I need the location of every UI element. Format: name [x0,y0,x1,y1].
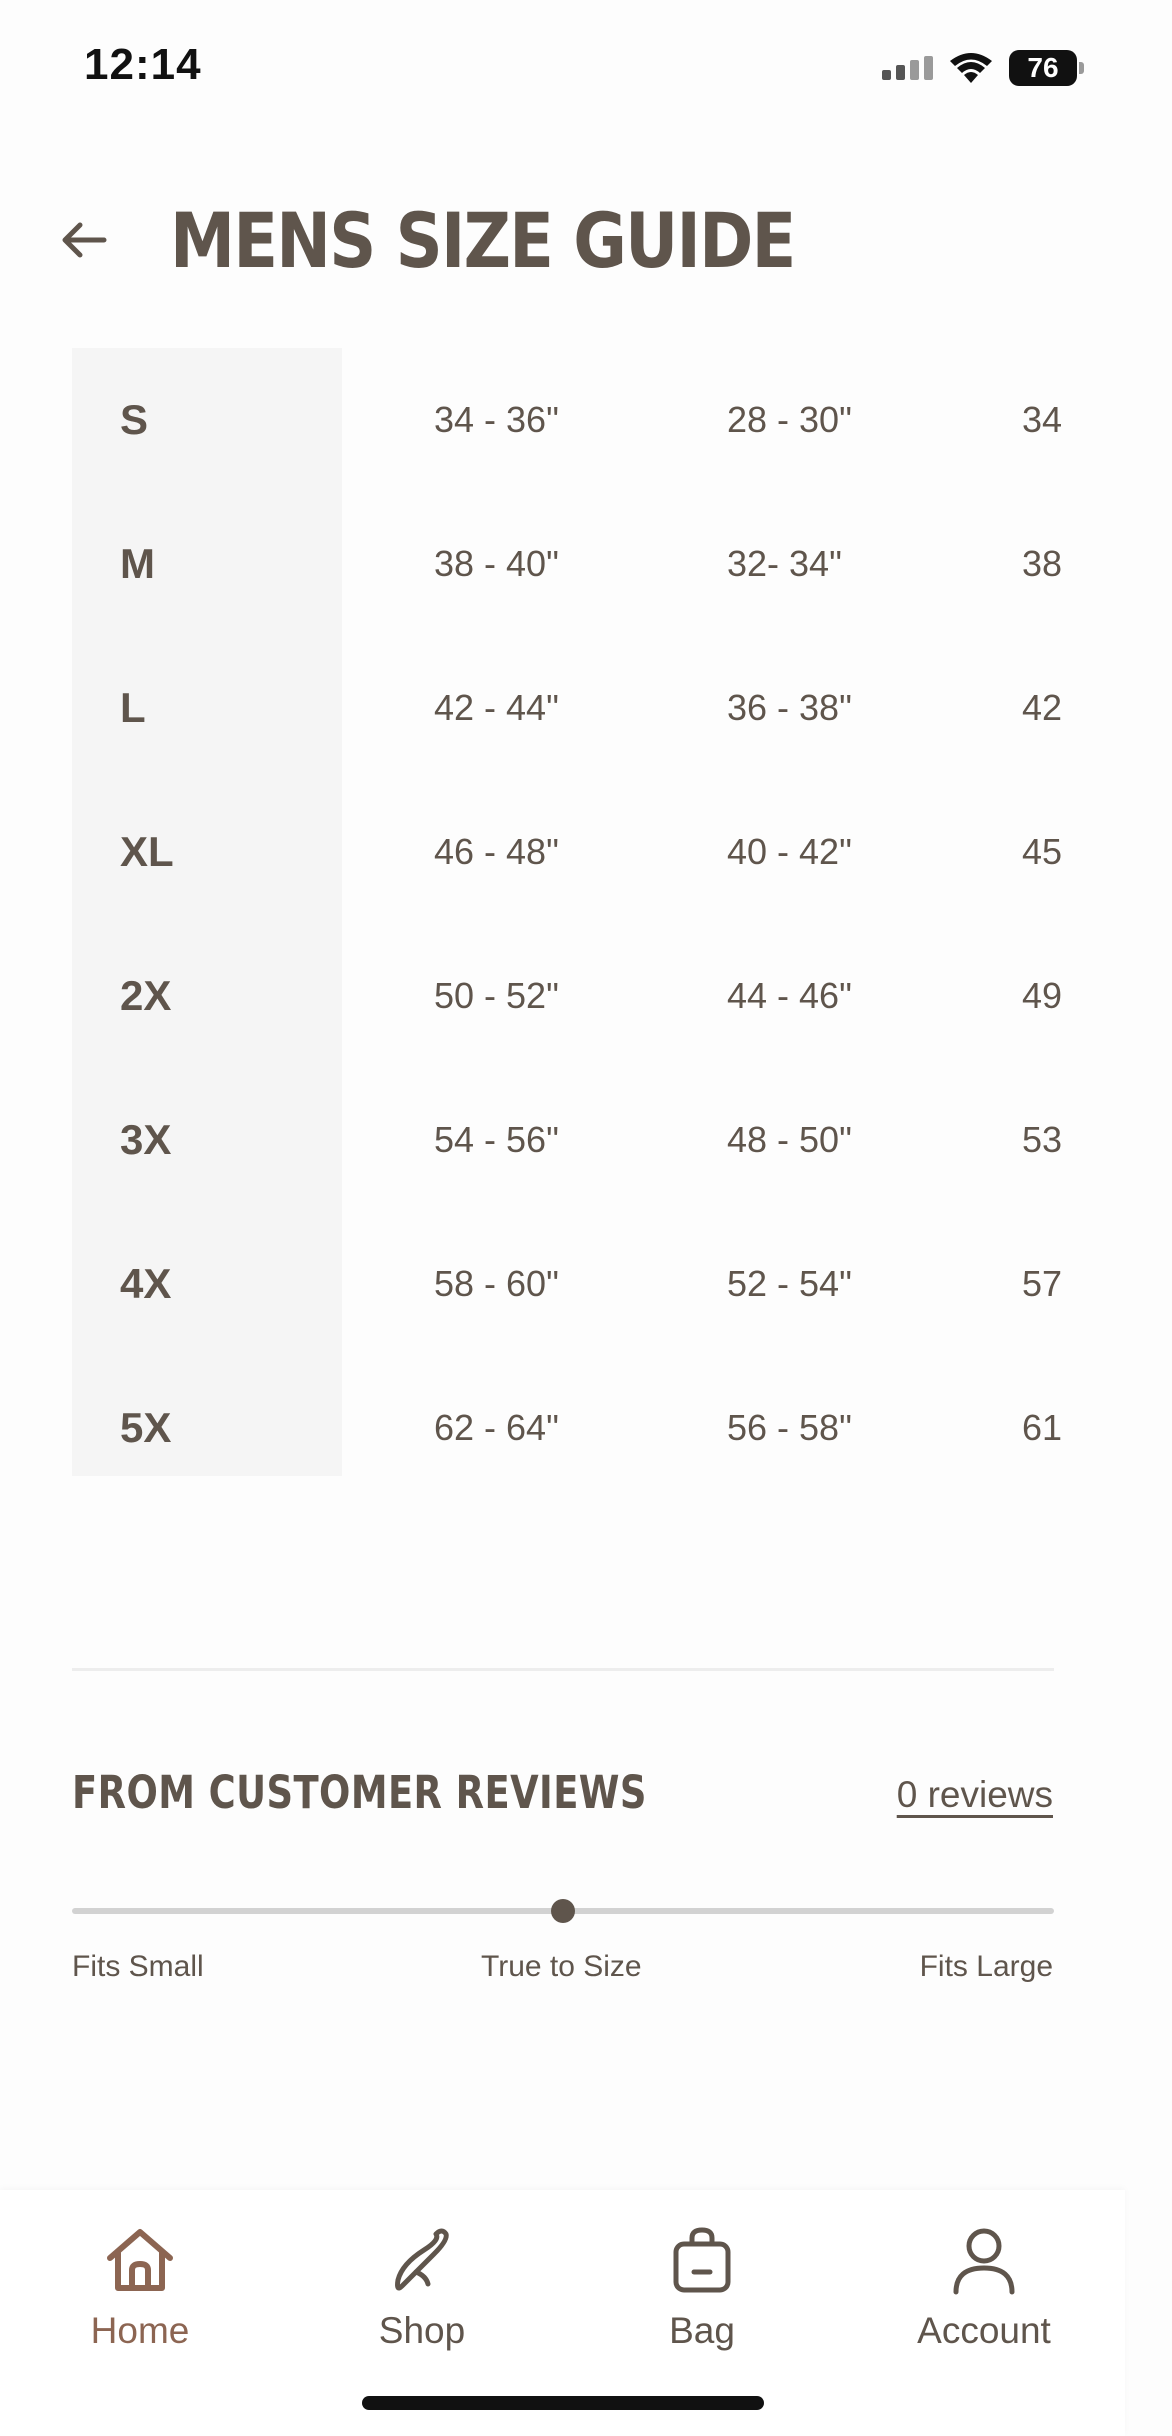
measurement-cell: 58 - 60" [434,1263,559,1304]
tab-label: Account [917,2310,1051,2351]
fit-large-label: Fits Large [919,1950,1053,1983]
account-icon [944,2220,1024,2300]
measurement-cell: 38 [1022,543,1063,584]
reviews-heading: FROM CUSTOMER REVIEWS [72,1766,647,1819]
measurement-cell: 34 [1022,399,1063,440]
signal-icon [882,56,933,80]
fit-scale-marker [551,1899,575,1923]
measurement-cell: 42 - 44" [434,687,559,728]
reviews-link[interactable]: 0 reviews [896,1774,1053,1815]
battery-level: 76 [1027,52,1059,83]
size-cell: L [120,684,146,731]
tab-label: Home [90,2310,190,2351]
table-row [72,348,1172,492]
measurement-cell: 32- 34" [727,543,842,584]
status-icons [882,48,1077,88]
measurement-cell: 45 [1022,831,1063,872]
measurement-cell: 28 - 30" [727,399,852,440]
page-title: MENS SIZE GUIDE [170,196,795,285]
tab-label: Shop [378,2310,466,2351]
size-cell: 3X [120,1116,172,1163]
shop-icon [382,2220,462,2300]
size-cell: 5X [120,1404,172,1451]
size-cell: 4X [120,1260,172,1307]
size-cell: M [120,540,155,587]
table-row [72,1068,1172,1212]
measurement-cell: 42 [1022,687,1063,728]
measurement-cell: 49 [1022,975,1063,1016]
measurement-cell: 40 - 42" [727,831,852,872]
measurement-cell: 62 - 64" [434,1407,559,1448]
size-cell: XL [120,828,174,875]
table-row [72,1212,1172,1356]
tab-label: Bag [669,2310,735,2351]
true-to-size-label: True to Size [481,1950,642,1983]
size-cell: 2X [120,972,172,1019]
table-row [72,780,1172,924]
home-icon [100,2220,180,2300]
measurement-cell: 56 - 58" [727,1407,852,1448]
bag-icon [662,2220,742,2300]
measurement-cell: 46 - 48" [434,831,559,872]
tab-bag[interactable] [592,2220,812,2352]
fit-scale-track [72,1908,1054,1914]
measurement-cell: 44 - 46" [727,975,852,1016]
measurement-cell: 50 - 52" [434,975,559,1016]
tab-shop[interactable] [312,2220,532,2352]
measurement-cell: 53 [1022,1119,1063,1160]
measurement-cell: 52 - 54" [727,1263,852,1304]
measurement-cell: 48 - 50" [727,1119,852,1160]
fit-small-label: Fits Small [72,1950,204,1983]
size-cell: S [120,396,149,443]
measurement-cell: 36 - 38" [727,687,852,728]
table-row [72,492,1172,636]
wifi-icon [949,51,993,85]
table-row [72,924,1172,1068]
measurement-cell: 61 [1022,1407,1063,1448]
battery-icon [1009,50,1077,86]
measurement-cell: 34 - 36" [434,399,559,440]
arrow-left-icon [56,212,112,268]
back-button[interactable] [56,212,112,268]
status-time: 12:14 [84,40,202,89]
home-indicator [362,2396,764,2410]
tab-account[interactable] [874,2220,1094,2352]
section-divider [72,1668,1054,1671]
table-row [72,1356,1172,1500]
table-row [72,636,1172,780]
measurement-cell: 57 [1022,1263,1063,1304]
measurement-cell: 54 - 56" [434,1119,559,1160]
tab-home[interactable] [30,2220,250,2352]
measurement-cell: 38 - 40" [434,543,559,584]
size-table[interactable] [72,348,1063,1476]
